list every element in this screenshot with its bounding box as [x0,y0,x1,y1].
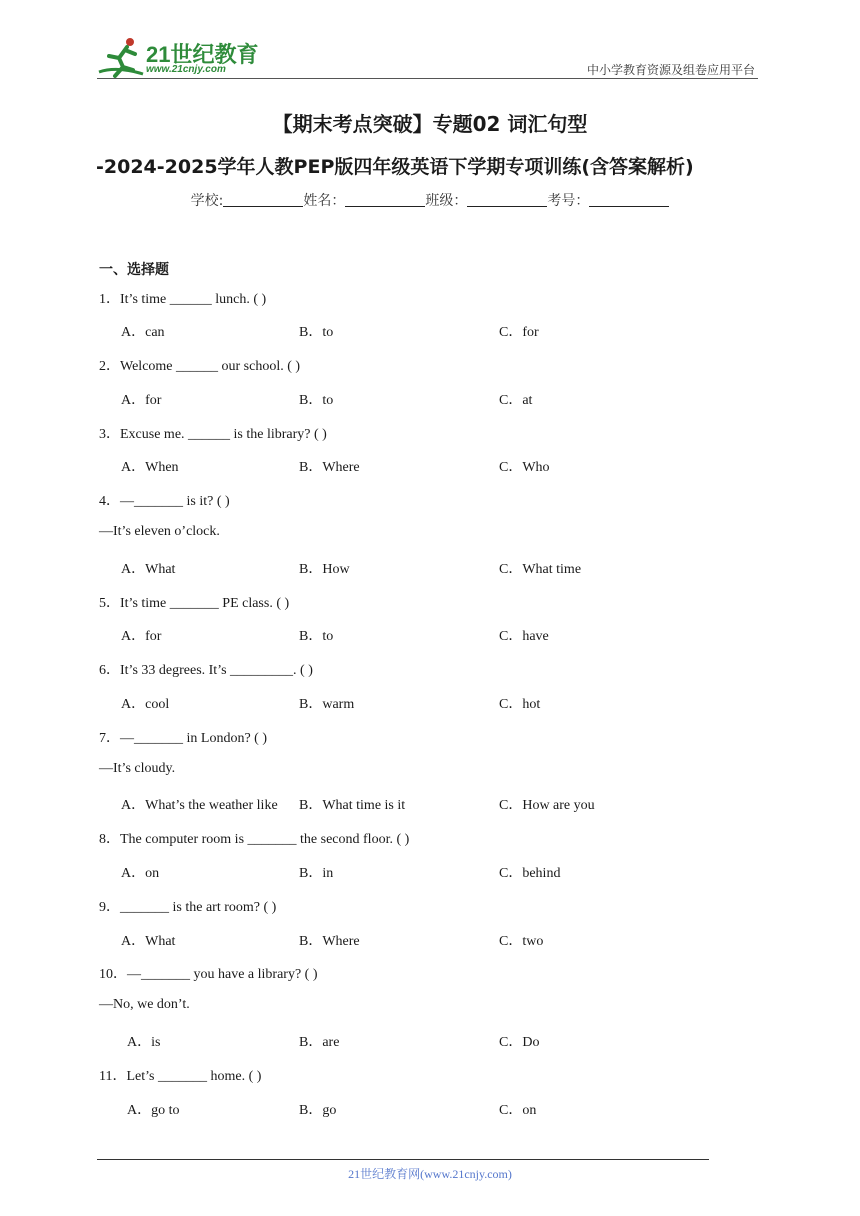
question-blank: _______ [157,1069,207,1084]
answer-line: —It’s eleven o’clock. [99,524,220,539]
question-text: 9． [99,900,120,915]
class-label: 班级： [425,193,468,209]
page-subtitle: -2024-2025学年人教PEP版四年级英语下学期专项训练(含答案解析) [96,156,694,178]
option-a: A．can [121,325,165,340]
question-text: PE class. ( ) [218,596,290,611]
question-blank: _______ [134,731,183,746]
question-blank: _______ [141,967,190,982]
question-blank: _______ [247,832,297,847]
question-9 [99,896,276,916]
question-text: 1．It’s time [99,292,170,307]
option-a: A．on [121,866,160,881]
answer-line: —It’s cloudy. [99,761,176,776]
exam-no-blank [589,194,669,207]
question-text: home. ( ) [206,1069,262,1084]
option-c: C．two [499,934,544,949]
question-blank: _______ [134,494,183,509]
option-b: B．to [299,393,334,408]
question-text: 6．It’s 33 degrees. It’s [99,663,231,678]
question-text: 3．Excuse me. [99,427,189,442]
question-text: is the library? ( ) [230,427,327,442]
site-name: 21世纪教育 [146,42,259,67]
option-a: A．cool [121,697,170,712]
question-4 [99,490,230,510]
question-text: our school. ( ) [218,359,301,374]
question-text: you have a library? ( ) [190,967,318,982]
question-11 [99,1065,261,1085]
option-b: B．What time is it [299,798,406,813]
option-a: A．What [121,934,176,949]
header-divider [97,78,758,79]
option-c: C．have [499,629,549,644]
question-text: is the art room? ( ) [169,900,277,915]
option-a: A．What [121,562,176,577]
question-3 [99,423,327,443]
question-blank: ______ [169,292,212,307]
page-title: 【期末考点突破】专题02 词汇句型 [272,112,588,136]
question-text: 5．It’s time [99,596,170,611]
exam-no-label: 考号： [547,193,590,209]
question-blank: _______ [120,900,169,915]
option-a: A．for [121,629,162,644]
question-blank: ______ [176,359,219,374]
question-7 [99,727,267,747]
question-blank: _________ [230,663,294,678]
option-c: C．hot [499,697,541,712]
option-a: A．go to [127,1103,180,1118]
platform-label: 中小学教育资源及组卷应用平台 [586,63,755,77]
option-a: A．is [127,1035,161,1050]
question-6 [99,659,313,679]
footer-link[interactable]: 21世纪教育网(www.21cnjy.com) [348,1167,512,1181]
question-text: 2．Welcome [99,359,177,374]
option-a: A．What’s the weather like [121,798,278,813]
question-text: 11．Let’s [99,1069,158,1084]
option-b: B．go [299,1103,337,1118]
school-label: 学校: [190,193,224,209]
question-text: the second floor. ( ) [296,832,410,847]
question-2 [99,355,300,375]
student-info [0,190,860,210]
question-10 [99,963,318,983]
question-text: in London? ( ) [183,731,267,746]
question-text: lunch. ( ) [211,292,267,307]
question-text: 4．— [99,494,134,509]
answer-line: —No, we don’t. [99,997,190,1012]
question-8 [99,828,409,848]
option-c: C．What time [499,562,582,577]
option-b: B．How [299,562,350,577]
question-text: . ( ) [293,663,313,678]
option-c: C．for [499,325,539,340]
question-blank: ______ [188,427,231,442]
section-heading: 一、选择题 [99,262,169,278]
question-text: 7．— [99,731,134,746]
option-c: C．behind [499,866,561,881]
option-a: A．When [121,460,179,475]
question-blank: _______ [169,596,219,611]
option-b: B．are [299,1035,340,1050]
option-c: C．Do [499,1035,540,1050]
option-b: B．to [299,325,334,340]
question-text: is it? ( ) [183,494,230,509]
name-blank [345,194,425,207]
option-c: C．How are you [499,798,595,813]
question-1 [99,288,266,308]
option-b: B．warm [299,697,355,712]
name-label: 姓名： [303,193,346,209]
option-b: B．to [299,629,334,644]
option-c: C．at [499,393,533,408]
school-blank [223,194,303,207]
footer-divider [97,1159,709,1160]
option-c: C．Who [499,460,550,475]
question-text: 8．The computer room is [99,832,248,847]
question-5 [99,592,289,612]
option-b: B．Where [299,934,360,949]
option-b: B．in [299,866,334,881]
site-url: www.21cnjy.com [146,64,226,75]
option-c: C．on [499,1103,537,1118]
option-b: B．Where [299,460,360,475]
class-blank [467,194,547,207]
runner-logo-icon [97,36,147,78]
option-a: A．for [121,393,162,408]
question-text: 10．— [99,967,141,982]
